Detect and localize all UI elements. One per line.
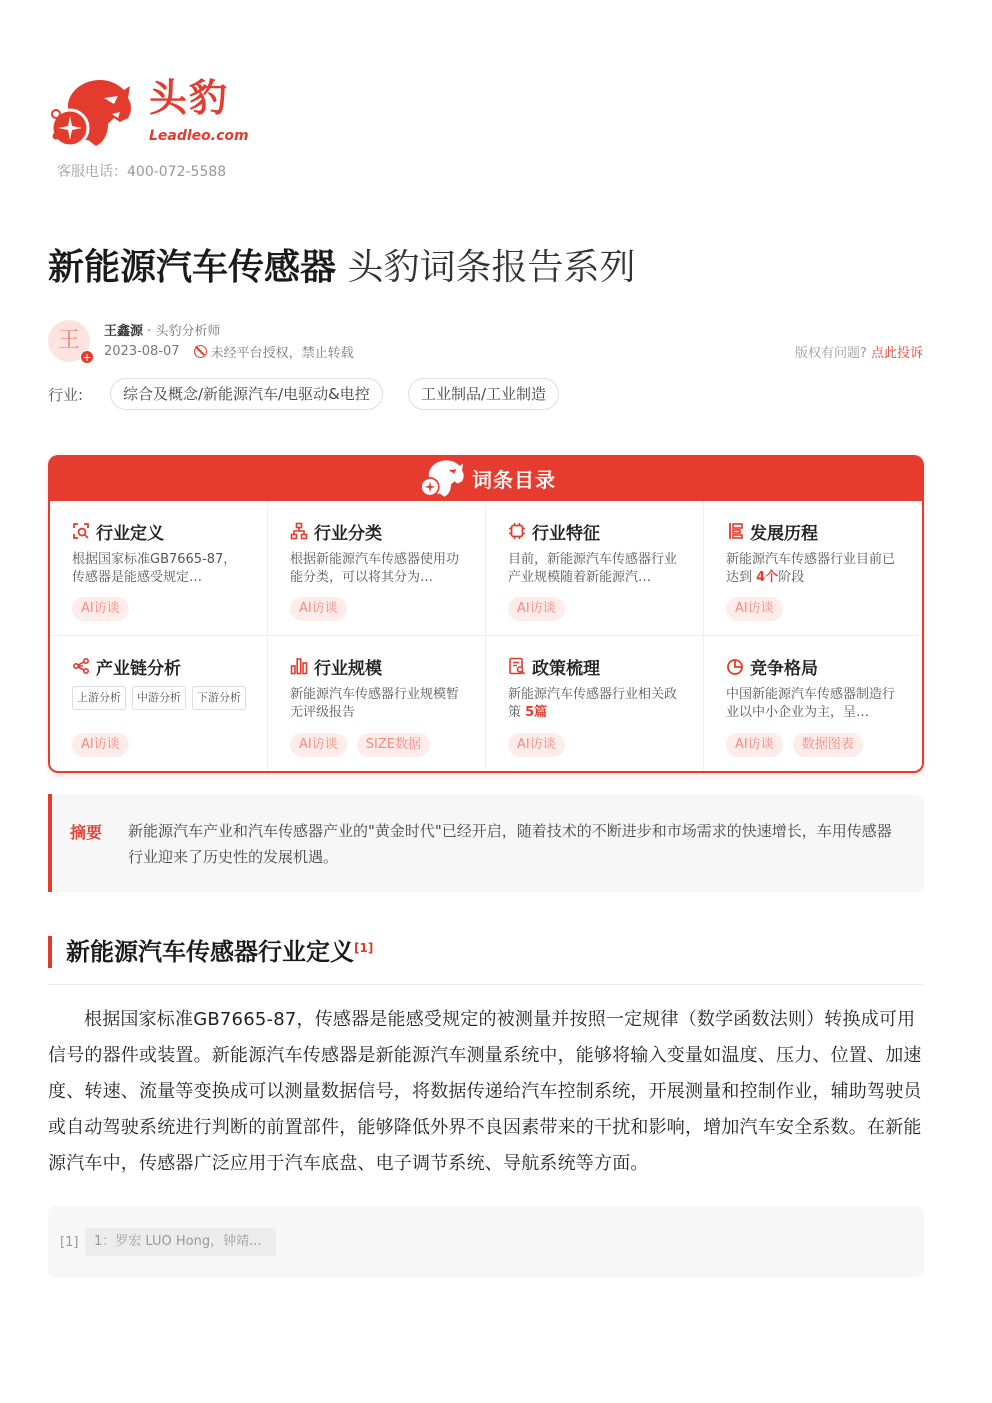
avatar-badge-icon: + xyxy=(80,350,94,364)
toc-title: 词条目录 xyxy=(472,467,556,492)
toc-item-label: 行业规模 xyxy=(314,658,382,679)
avatar-initial: 王 xyxy=(57,328,80,353)
toc-item-title xyxy=(726,519,902,543)
toc-item-label: 发展历程 xyxy=(750,523,818,544)
leopard-logo-icon xyxy=(416,457,466,499)
toc-item-history[interactable] xyxy=(704,501,922,636)
bar-chart-icon xyxy=(290,657,308,675)
toc-item-label: 行业特征 xyxy=(532,523,600,544)
industry-tag[interactable]: 工业制品/工业制造 xyxy=(408,378,559,410)
title-main: 新能源汽车传感器 xyxy=(48,247,337,288)
toc-item-title xyxy=(290,654,465,678)
ban-icon xyxy=(194,345,207,358)
author-role: 头豹分析师 xyxy=(155,324,221,339)
ai-interview-pill[interactable]: AI访谈 xyxy=(72,733,129,757)
brand-name: 头豹 xyxy=(149,76,230,120)
toc-header xyxy=(50,455,922,501)
ai-interview-pill[interactable]: AI访谈 xyxy=(72,597,129,621)
ai-interview-pill[interactable]: AI访谈 xyxy=(726,733,783,757)
upstream-tag[interactable]: 上游分析 xyxy=(72,686,126,710)
toc-item-desc: 新能源汽车传感器行业规模暂无评级报告 xyxy=(290,687,460,720)
toc-item-classification[interactable] xyxy=(268,501,486,636)
toc-item-scale[interactable] xyxy=(268,636,486,771)
reprint-restriction xyxy=(194,342,354,361)
data-chart-pill[interactable]: 数据图表 xyxy=(793,733,863,757)
ai-interview-pill[interactable]: AI访谈 xyxy=(726,597,783,621)
restriction-text: 未经平台授权，禁止转载 xyxy=(210,346,354,361)
classification-icon xyxy=(290,522,308,540)
pie-chart-icon xyxy=(726,657,744,675)
footnote-chip[interactable]: 1：罗宏 LUO Hong，钟靖... xyxy=(85,1228,276,1256)
toc-item-title xyxy=(726,654,902,678)
size-data-pill[interactable]: SIZE数据 xyxy=(357,733,430,757)
copyright-notice xyxy=(795,342,923,361)
chain-tags xyxy=(72,686,247,710)
author-avatar[interactable] xyxy=(48,320,90,362)
brand-logo[interactable] xyxy=(48,72,248,152)
toc-item-competition[interactable] xyxy=(704,636,922,771)
toc-item-title xyxy=(290,519,465,543)
toc-item-chain[interactable] xyxy=(50,636,268,771)
toc-item-desc: 目前，新能源汽车传感器行业产业规模随着新能源汽… xyxy=(508,552,678,585)
toc-card xyxy=(48,455,924,773)
section-divider xyxy=(48,984,924,985)
author-separator: · xyxy=(147,324,152,339)
toc-item-desc: 根据国家标准GB7665-87，传感器是能感受规定… xyxy=(72,552,237,585)
industry-tag[interactable]: 综合及概念/新能源汽车/电驱动&电控 xyxy=(110,378,383,410)
footnote-index: [1] xyxy=(60,1235,79,1250)
summary-label: 摘要 xyxy=(70,823,103,842)
toc-item-label: 政策梳理 xyxy=(532,658,600,679)
title-sub: 头豹词条报告系列 xyxy=(347,247,636,288)
stage-count: 4个 xyxy=(756,570,779,585)
toc-item-label: 行业定义 xyxy=(96,523,164,544)
toc-item-desc: 中国新能源汽车传感器制造行业以中小企业为主，呈… xyxy=(726,687,896,720)
toc-item-desc: 新能源汽车传感器行业目前已达到 4个阶段 xyxy=(726,552,896,585)
toc-item-title xyxy=(72,654,247,678)
ai-interview-pill[interactable]: AI访谈 xyxy=(508,733,565,757)
author-line xyxy=(104,320,220,339)
page-title xyxy=(48,244,635,292)
toc-item-title xyxy=(72,519,247,543)
toc-item-label: 行业分类 xyxy=(314,523,382,544)
section-title-text: 新能源汽车传感器行业定义 xyxy=(66,938,354,966)
toc-item-desc: 新能源汽车传感器行业相关政策 5篇 xyxy=(508,687,678,720)
summary-text: 新能源汽车产业和汽车传感器产业的"黄金时代"已经开启，随着技术的不断进步和市场需求的快速增长，车用传感器行业迎来了历史性的发展机遇。 xyxy=(128,822,892,866)
footnote-ref[interactable]: [1] xyxy=(354,941,374,955)
toc-item-label: 竞争格局 xyxy=(750,658,818,679)
section-body: 根据国家标准GB7665-87，传感器是能感受规定的被测量并按照一定规律（数学函数法则）转换成可用信号的器件或装置。新能源汽车传感器是新能源汽车测量系统中，能够将输入变量如温度、压力、位置、加速度、转速、流量等变换成可以测量数据信号，将数据传递给汽车控制系统，开展测量和控制作业，辅助驾驶员或自动驾驶系统进行判断的前置部件，能够降低外界不良因素带来的干扰和影响，增加汽车安全系数。在新能源汽车中，传感器广泛应用于汽车底盘、电子调节系统、导航系统等方面。 xyxy=(48,1009,922,1174)
summary-box xyxy=(48,794,924,892)
policy-count: 5篇 xyxy=(525,705,548,720)
definition-icon xyxy=(72,522,90,540)
author-meta xyxy=(104,342,354,361)
downstream-tag[interactable]: 下游分析 xyxy=(192,686,246,710)
toc-item-label: 产业链分析 xyxy=(96,658,181,679)
publish-date: 2023-08-07 xyxy=(104,344,180,359)
service-hotline: 客服电话：400-072-5588 xyxy=(57,164,227,180)
chain-icon xyxy=(72,657,90,675)
feature-icon xyxy=(508,522,526,540)
toc-item-title xyxy=(508,654,683,678)
industry-label: 行业: xyxy=(48,386,84,404)
ai-interview-pill[interactable]: AI访谈 xyxy=(508,597,565,621)
toc-item-desc: 根据新能源汽车传感器使用功能分类，可以将其分为… xyxy=(290,552,460,585)
author-name[interactable]: 王鑫源 xyxy=(104,324,144,339)
history-icon xyxy=(726,522,744,540)
copyright-question: 版权有问题? xyxy=(794,346,867,361)
toc-item-definition[interactable] xyxy=(50,501,268,636)
toc-item-policy[interactable] xyxy=(486,636,704,771)
ai-interview-pill[interactable]: AI访谈 xyxy=(290,733,347,757)
toc-item-title xyxy=(508,519,683,543)
toc-item-features[interactable] xyxy=(486,501,704,636)
section-title xyxy=(48,936,373,968)
ai-interview-pill[interactable]: AI访谈 xyxy=(290,597,347,621)
leopard-logo-icon xyxy=(48,74,132,150)
report-complaint-link[interactable]: 点此投诉 xyxy=(870,346,923,361)
brand-domain: Leadleo.com xyxy=(149,128,249,144)
policy-icon xyxy=(508,657,526,675)
toc-grid xyxy=(50,501,922,771)
footnote-box xyxy=(48,1206,924,1278)
midstream-tag[interactable]: 中游分析 xyxy=(132,686,186,710)
